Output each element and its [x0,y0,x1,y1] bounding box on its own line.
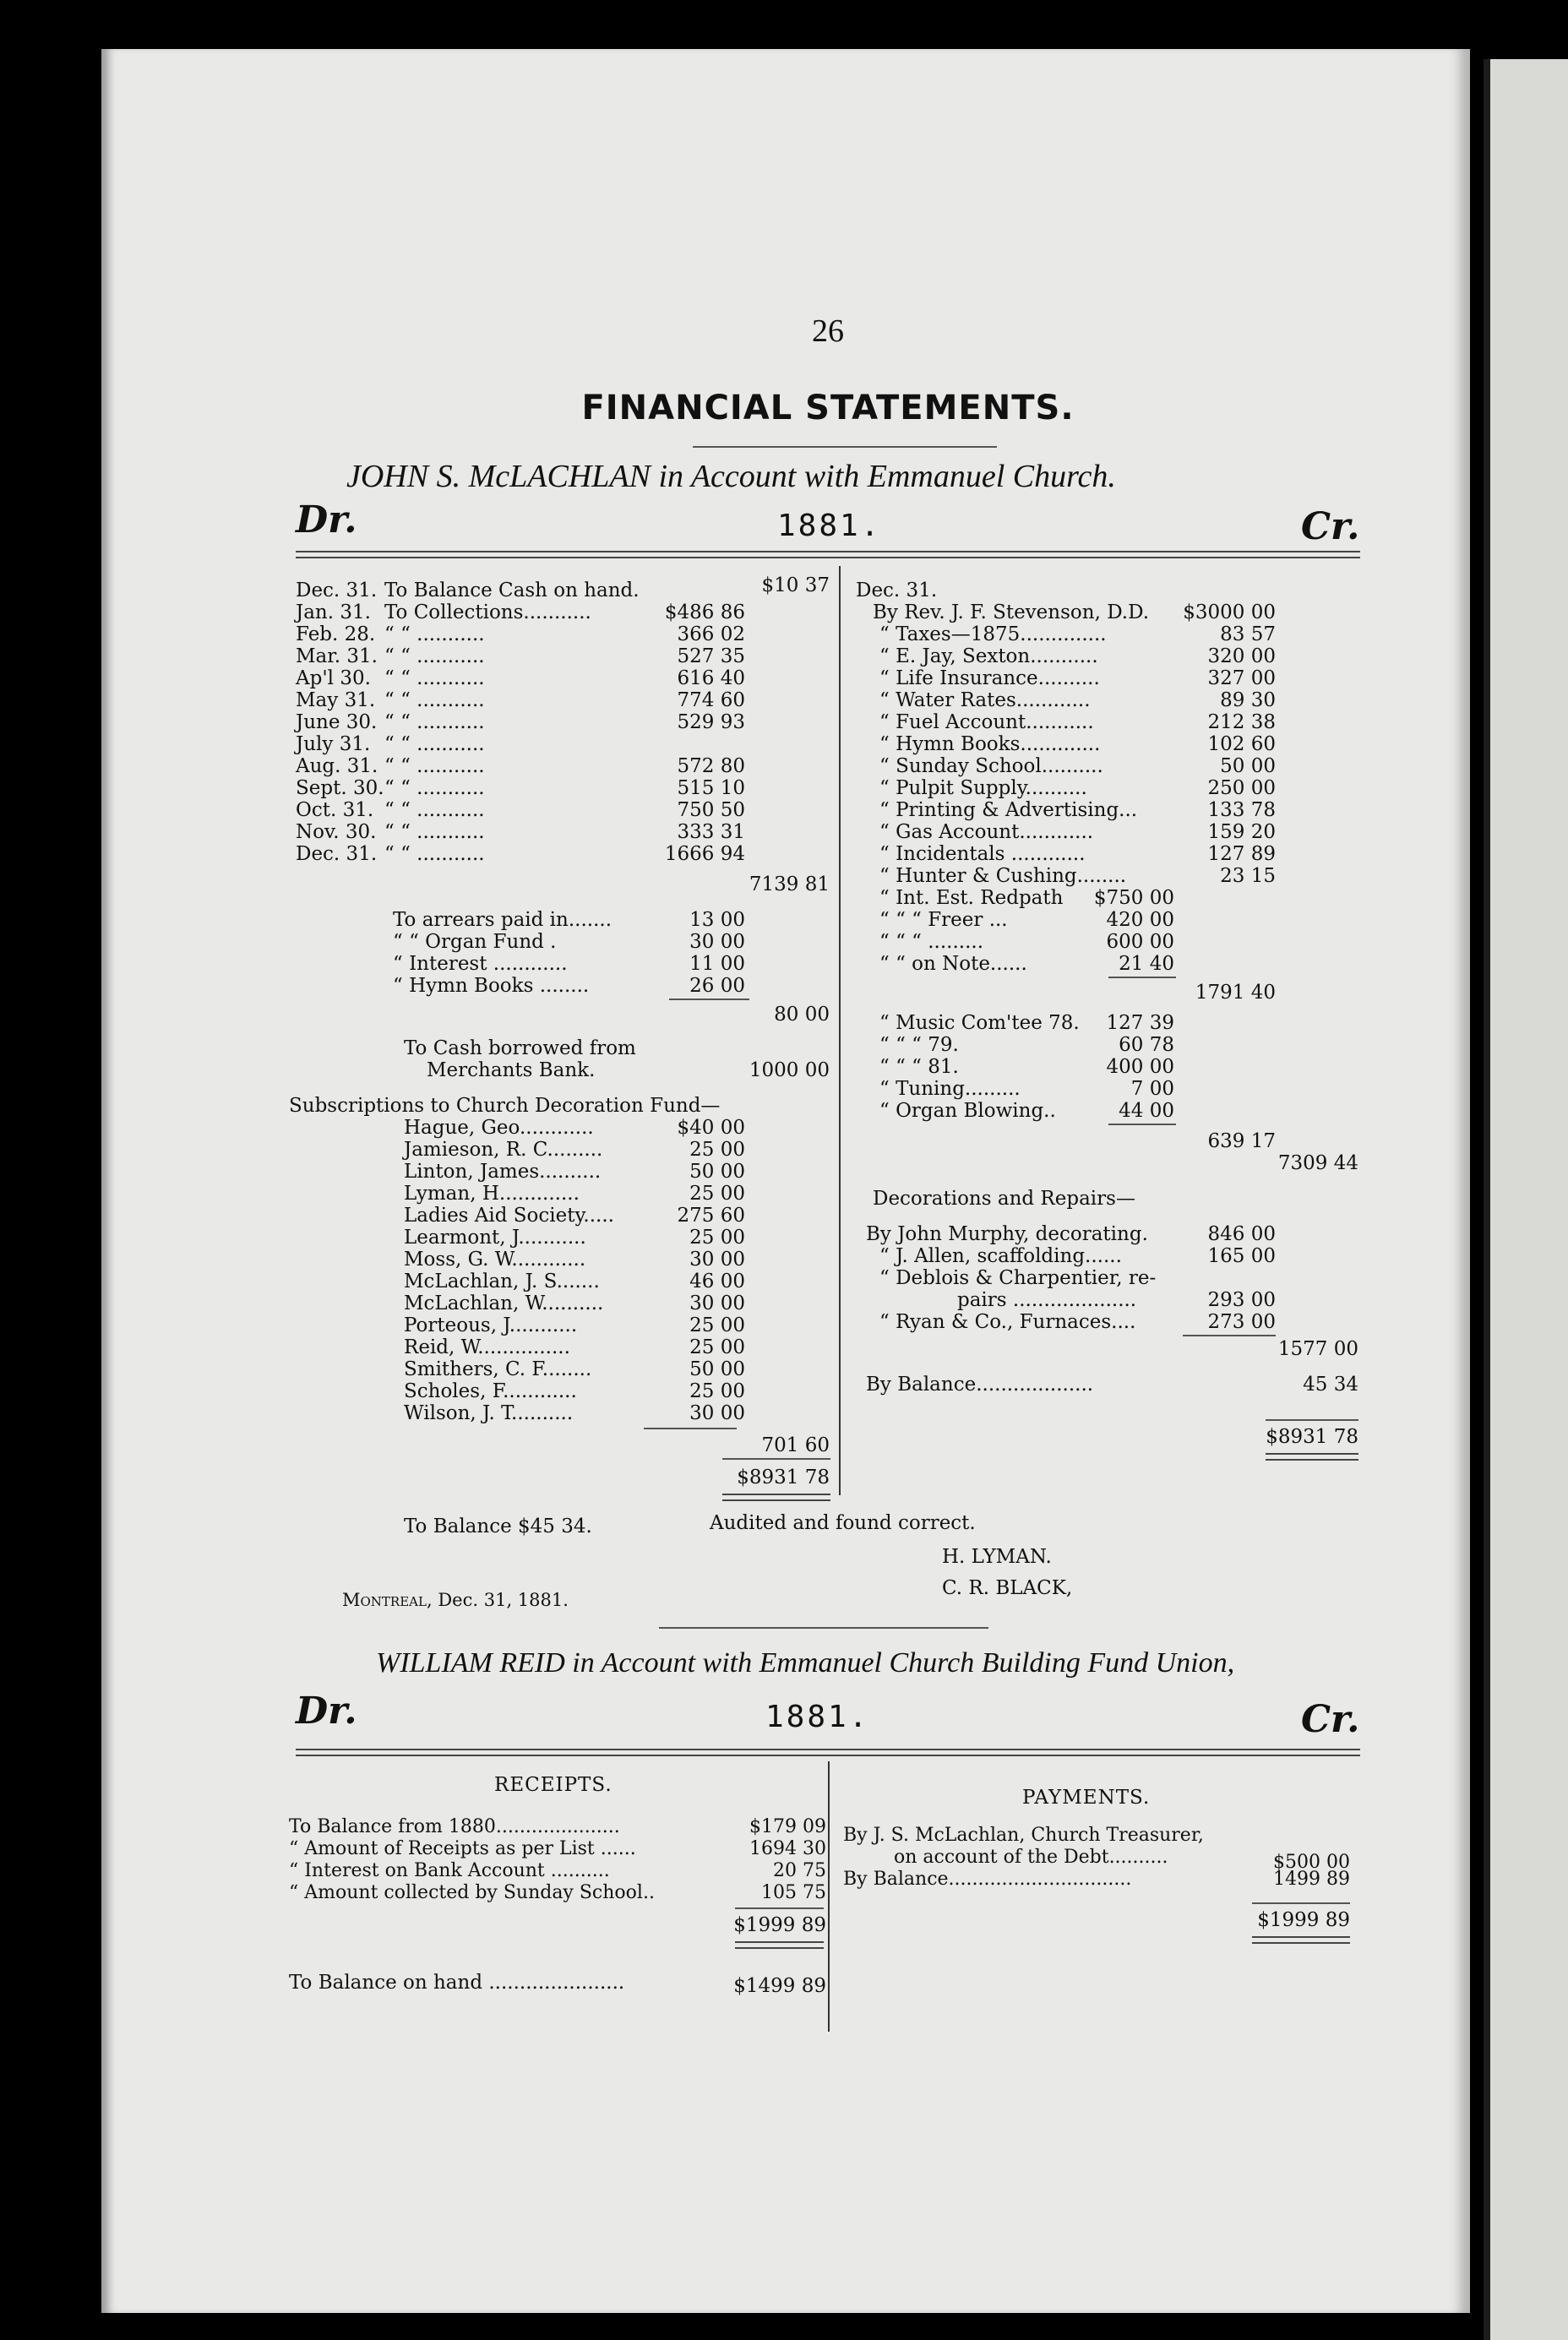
arrears-amount: 30 00 [689,931,745,953]
balance-on-hand-label: To Balance on hand ...................... [289,1972,625,1994]
subscription-amount: 25 00 [689,1139,745,1161]
credit-subtotal: 7309 44 [1277,1152,1358,1174]
credit-row-label: “ Life Insurance.......... [879,667,1100,689]
account1-heading: JOHN S. McLACHLAN in Account with Emmanuel Church. [346,459,1116,494]
credit-row-label: “ Water Rates............ [879,689,1091,711]
subscription-amount: 30 00 [689,1249,745,1271]
music-row-amount: 44 00 [1119,1100,1174,1122]
debit-row-date: Sept. 30. [296,777,384,799]
debit-row-label: “ “ ........... [384,667,485,689]
subscriptions-rule [644,1428,737,1429]
receipt-label: “ Amount collected by Sunday School.. [289,1882,655,1903]
decoration-row-label: “ J. Allen, scaffolding...... [879,1245,1122,1267]
music-row-amount: 127 39 [1106,1012,1174,1034]
collections-total: 7139 81 [749,873,830,895]
interest-row-label: “ Int. Est. Redpath [879,887,1064,909]
account2-divider [828,1761,830,2032]
payment-label: on account of the Debt.......... [894,1847,1168,1868]
music-row-amount: 60 78 [1119,1034,1174,1056]
subscription-name: Moss, G. W............ [404,1249,586,1271]
debit-row-date: Feb. 28. [296,623,376,645]
debit-row-amount: 750 50 [677,799,745,821]
debit-row-label: “ “ ........... [384,755,485,777]
page-number: 26 [812,313,844,349]
debit-row-amount: 774 60 [677,689,745,711]
credit-row-label: “ Hymn Books............. [879,733,1101,755]
subscription-amount: $40 00 [677,1117,745,1139]
music-total: 639 17 [1207,1130,1276,1152]
music-row-amount: 7 00 [1130,1078,1174,1100]
credit-row-amount: 159 20 [1207,821,1276,843]
decoration-row-label: “ Ryan & Co., Furnaces.... [879,1311,1136,1333]
section-rule [659,1627,988,1629]
interest-row-label: “ “ on Note...... [879,953,1027,975]
credit-row-label: “ Gas Account............ [879,821,1094,843]
debit-row-label: “ “ ........... [384,645,485,667]
subscription-amount: 30 00 [689,1402,745,1424]
credit-row-amount: 102 60 [1207,733,1276,755]
music-row-amount: 400 00 [1106,1056,1174,1078]
subscription-amount: 25 00 [689,1380,745,1402]
adjacent-page-edge [1484,59,1568,2340]
credit-row-amount: 89 30 [1220,689,1276,711]
debit-row-date: May 31. [296,689,376,711]
debit-row-amount: 515 10 [677,777,745,799]
credit-row-label: “ Taxes—1875.............. [879,623,1107,645]
debit-row-label: “ “ ........... [384,799,485,821]
subscription-name: Learmont, J........... [404,1227,586,1249]
subscription-amount: 25 00 [689,1314,745,1336]
receipts-heading: RECEIPTS. [494,1774,612,1796]
debit-grand-double-rule [722,1494,830,1501]
subscription-name: Hague, Geo............ [404,1117,594,1139]
decoration-row-amount: 846 00 [1207,1223,1276,1245]
debit-row-amount: 1666 94 [664,843,745,865]
payment-amount: $500 00 [1273,1852,1350,1873]
auditor-1: H. LYMAN. [942,1546,1052,1568]
debit-row-amount: 572 80 [677,755,745,777]
decorations-heading: Decorations and Repairs— [873,1188,1135,1210]
credit-row-amount: 320 00 [1207,645,1276,667]
payment-label: By Balance............................... [843,1869,1132,1890]
credit-grand-double-rule [1266,1453,1358,1461]
decoration-row-amount: 293 00 [1207,1289,1276,1311]
account1-dr: Dr. [296,498,357,541]
subscriptions-heading: Subscriptions to Church Decoration Fund— [289,1095,721,1117]
audit-line: Audited and found correct. [710,1512,976,1534]
subscription-name: Smithers, C. F........ [404,1358,592,1380]
account1-cr: Cr. [1301,505,1360,548]
subscription-amount: 25 00 [689,1227,745,1249]
payments-double-rule [1252,1936,1350,1944]
subscription-name: Wilson, J. T.......... [404,1402,574,1424]
subscription-name: Linton, James.......... [404,1161,602,1183]
arrears-label: “ Interest ............ [393,953,568,975]
title-rule [693,446,997,448]
debit-row-date: Oct. 31. [296,799,374,821]
decoration-row-label: “ Deblois & Charpentier, re- [879,1267,1157,1289]
receipt-amount: 20 75 [773,1860,826,1881]
credit-row-label: “ E. Jay, Sexton........... [879,645,1098,667]
payment-label: By J. S. McLachlan, Church Treasurer, [843,1825,1204,1846]
debit-row-date: July 31. [296,733,371,755]
interest-row-amount: 21 40 [1119,953,1174,975]
credit-row-amount: 83 57 [1220,623,1276,645]
receipts-double-rule [735,1941,824,1949]
credit-row-label: “ Incidentals ............ [879,843,1086,865]
interest-row-amount: $750 00 [1093,887,1174,909]
subscription-amount: 46 00 [689,1271,745,1292]
arrears-label: “ “ Organ Fund . [393,931,557,953]
subscription-name: Jamieson, R. C......... [404,1139,603,1161]
credit-row-amount: 327 00 [1207,667,1276,689]
receipts-total: $1999 89 [733,1914,826,1936]
receipts-rule [735,1907,824,1909]
subscription-name: Porteous, J........... [404,1314,578,1336]
credit-row-label: By Rev. J. F. Stevenson, D.D. [873,601,1150,623]
subscription-name: Ladies Aid Society..... [404,1205,614,1227]
audit-date: Dec. 31, 1881. [438,1590,569,1610]
receipt-label: To Balance from 1880..................... [289,1816,620,1837]
payments-total: $1999 89 [1257,1909,1350,1931]
credit-row-label: “ Fuel Account........... [879,711,1094,733]
debit-row-date: Dec. 31. [296,580,378,601]
debit-row-amount: 529 93 [677,711,745,733]
decorations-total: 1577 00 [1277,1338,1358,1360]
music-row-label: “ Tuning......... [879,1078,1021,1100]
music-row-label: “ Organ Blowing.. [879,1100,1056,1122]
interest-rule [1108,977,1176,978]
by-balance-amount: 45 34 [1303,1374,1358,1396]
debit-row-amount: $486 86 [664,601,745,623]
credit-row-amount: 133 78 [1207,799,1276,821]
receipt-label: “ Interest on Bank Account .......... [289,1860,610,1881]
subscriptions-total: 701 60 [761,1434,830,1456]
payments-heading: PAYMENTS. [1022,1787,1151,1809]
subscription-name: Scholes, F............ [404,1380,577,1402]
arrears-amount: 26 00 [689,975,745,997]
debit-row-amount: 333 31 [677,821,745,843]
debit-row-date: June 30. [296,711,378,733]
subscription-amount: 50 00 [689,1161,745,1183]
subscription-name: McLachlan, W.......... [404,1292,604,1314]
borrowed-line-2: Merchants Bank. [427,1059,596,1081]
audit-place-date [342,1590,569,1610]
arrears-amount: 13 00 [689,909,745,931]
page-title: FINANCIAL STATEMENTS. [581,389,1075,427]
receipt-label: “ Amount of Receipts as per List ...... [289,1838,636,1859]
balance-on-hand-amount: $1499 89 [733,1975,826,1997]
decoration-row-label: pairs .................... [957,1289,1137,1311]
credit-row-amount: 50 00 [1220,755,1276,777]
credit-row-amount: 23 15 [1220,865,1276,887]
subscription-name: McLachlan, J. S....... [404,1271,600,1292]
credit-row-amount: 212 38 [1207,711,1276,733]
subscription-name: Lyman, H............. [404,1183,580,1205]
account1-divider [839,566,841,1495]
receipt-amount: 105 75 [761,1882,826,1903]
interest-total: 1791 40 [1195,982,1276,1004]
interest-row-label: “ “ “ ......... [879,931,984,953]
debit-row-label: To Collections........... [384,601,591,623]
debit-row-label: “ “ ........... [384,777,485,799]
account1-year: 1881. [777,509,882,543]
borrowed-amount: 1000 00 [749,1059,830,1081]
decorations-rule [1183,1335,1276,1336]
interest-row-label: “ “ “ Freer ... [879,909,1008,931]
credit-date: Dec. 31. [856,580,938,601]
balance-note: To Balance $45 34. [404,1516,592,1537]
arrears-label: To arrears paid in....... [393,909,612,931]
subscription-amount: 30 00 [689,1292,745,1314]
decoration-row-amount: 273 00 [1207,1311,1276,1333]
music-row-label: “ Music Com'tee 78. [879,1012,1080,1034]
credit-row-label: “ Sunday School.......... [879,755,1103,777]
by-balance-label: By Balance................... [866,1374,1094,1396]
debit-row-label: “ “ ........... [384,821,485,843]
music-row-label: “ “ “ 79. [879,1034,959,1056]
debit-row-amount: 366 02 [677,623,745,645]
debit-row-date: Aug. 31. [296,755,378,777]
account2-cr: Cr. [1301,1698,1360,1741]
credit-row-amount: $3000 00 [1183,601,1276,623]
debit-row-date: Mar. 31. [296,645,378,667]
account2-header-rule [296,1749,1360,1756]
debit-row-label: “ “ ........... [384,711,485,733]
receipt-amount: $179 09 [749,1816,826,1837]
account1-header-rule [296,551,1360,558]
interest-row-amount: 600 00 [1106,931,1174,953]
subscription-amount: 50 00 [689,1358,745,1380]
account2-heading: WILLIAM REID in Account with Emmanuel Church Building Fund Union, [376,1647,1235,1679]
borrowed-line-1: To Cash borrowed from [404,1037,636,1059]
debit-row-date: Dec. 31. [296,843,378,865]
arrears-rule [669,999,749,1000]
subscription-amount: 275 60 [677,1205,745,1227]
debit-row-label: “ “ ........... [384,689,485,711]
debit-grand-total: $8931 78 [737,1467,830,1488]
debit-row-label: To Balance Cash on hand. [384,580,640,601]
debit-row-date: Ap'l 30. [296,667,371,689]
credit-row-label: “ Hunter & Cushing........ [879,865,1127,887]
credit-grand-total: $8931 78 [1266,1426,1358,1448]
subscription-amount: 25 00 [689,1336,745,1358]
music-rule [1108,1124,1176,1125]
debit-row-label: “ “ ........... [384,733,485,755]
receipt-amount: 1694 30 [749,1838,826,1859]
subscription-amount: 25 00 [689,1183,745,1205]
credit-row-amount: 250 00 [1207,777,1276,799]
debit-row-total: $10 37 [761,574,830,596]
credit-row-label: “ Printing & Advertising... [879,799,1138,821]
decoration-row-amount: 165 00 [1207,1245,1276,1267]
music-row-label: “ “ “ 81. [879,1056,959,1078]
debit-row-label: “ “ ........... [384,843,485,865]
credit-row-amount: 127 89 [1207,843,1276,865]
debit-row-amount: 616 40 [677,667,745,689]
debit-grand-rule [722,1458,830,1460]
payments-rule [1252,1902,1350,1904]
account2-dr: Dr. [296,1690,357,1733]
arrears-amount: 11 00 [689,953,745,975]
interest-row-amount: 420 00 [1106,909,1174,931]
payment-amount: 1499 89 [1273,1869,1350,1890]
credit-row-label: “ Pulpit Supply.......... [879,777,1087,799]
account2-year: 1881. [765,1700,870,1734]
debit-row-date: Jan. 31. [296,601,371,623]
subscription-name: Reid, W............... [404,1336,570,1358]
auditor-2: C. R. BLACK, [942,1577,1073,1599]
credit-grand-rule [1266,1419,1358,1421]
debit-row-date: Nov. 30. [296,821,377,843]
arrears-label: “ Hymn Books ........ [393,975,590,997]
audit-place: Montreal, [342,1590,433,1610]
arrears-total: 80 00 [774,1004,830,1026]
debit-row-label: “ “ ........... [384,623,485,645]
decoration-row-label: By John Murphy, decorating. [866,1223,1148,1245]
debit-row-amount: 527 35 [677,645,745,667]
